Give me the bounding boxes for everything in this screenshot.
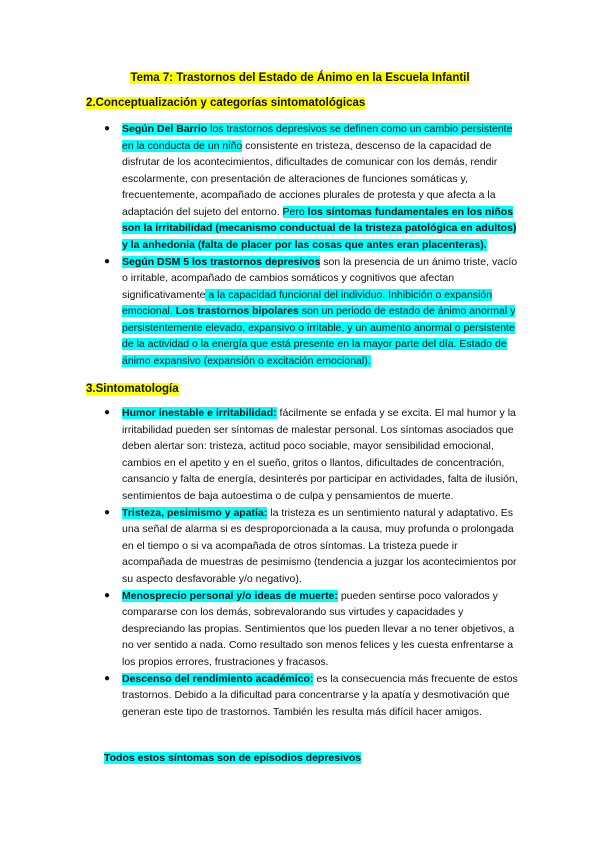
bullet-icon: ● — [104, 123, 111, 134]
item-lead: Menosprecio personal y/o ideas de muerte: — [122, 589, 338, 602]
section-2-heading — [86, 95, 365, 111]
item-text: consistente en tristeza, descenso de la capacidad de disfrutar de los acontecimientos, dificultades de comunicar con los demás, rendir escolarmente, con presentación de alteraciones de funciones somáticas y, frecuentemente, acompañado de acciones plurales de protesta y que afecta a la adaptación del sujeto del entorno. — [122, 139, 498, 218]
item-lead: Según Del Barrio — [122, 123, 208, 135]
list-item — [104, 671, 520, 721]
item-emphasis: los síntomas fundamentales en los niños son la irritabilidad (mecanismo conductual de la tristeza patológica en adultos) y la anhedonia (falta de placer por las cosas que antes eran placenteras). — [122, 205, 517, 251]
bullet-icon: ● — [104, 672, 111, 684]
section-2-list — [104, 121, 520, 370]
item-text: a la capacidad funcional del individuo. Inhibición o expansión emocional. — [122, 288, 493, 317]
closing-text: Todos estos síntomas son de episodios depresivos — [104, 752, 362, 764]
bullet-icon: ● — [104, 506, 111, 518]
item-lead: Descenso del rendimiento académico: — [122, 672, 314, 685]
section-3-list — [104, 405, 520, 721]
title-text: Tema 7: Trastornos del Estado de Ánimo en la Escuela Infantil — [130, 72, 470, 84]
item-text: fácilmente se enfada y se excita. El mal humor y la irritabilidad pueden ser síntomas de malestar personal. Los síntomas asociados que deben alertar son: tristeza, actitud poco sociable, mayor sensibilidad emocional, cambios en el apetito y en el sueño, gritos o llantos, dificultades de concentración, cansancio y falta de energía, desinterés por participar en actividades, falta de ilusión, sentimientos de baja autoestima o de culpa y pensamientos de muerte. — [122, 407, 518, 502]
section-3-heading-text: 3.Sintomatología — [86, 383, 179, 395]
item-lead: Tristeza, pesimismo y apatía: — [122, 506, 268, 519]
item-text: Pero — [282, 205, 308, 218]
bullet-icon: ● — [104, 255, 111, 267]
list-item — [104, 405, 520, 504]
bullet-icon: ● — [104, 407, 111, 418]
page-title — [0, 70, 600, 86]
item-lead: Humor inestable e irritabilidad: — [122, 407, 277, 419]
item-text: son un periodo de estado de ánimo anormal y persistentemente elevado, expansivo o irritable, y un aumento anormal o persistente de la actividad o la energía que está presente en la mayor parte del día. Estado de ánimo expansivo (expansión o excitación emocional). — [122, 305, 516, 367]
list-item — [104, 505, 520, 588]
bullet-icon: ● — [104, 589, 111, 601]
item-text: los trastornos depresivos se definen como un cambio persistente en la conducta de un niño — [122, 123, 513, 152]
item-lead: Según DSM 5 los trastornos depresivos — [122, 255, 321, 268]
list-item — [104, 254, 520, 370]
section-2-heading-text: 2.Conceptualización y categorías sintomatológicas — [86, 97, 366, 109]
item-text: la tristeza es un sentimiento natural y adaptativo. Es una señal de alarma si es desproporcionada a la causa, muy profunda o prolongada en el tiempo o si va acompañada de otros síntomas. La tristeza puede ir acompañada de muestras de pesimismo (tendencia a juzgar los acontecimientos por su aspecto desfavorable y/o negativo). — [122, 506, 517, 585]
list-item — [104, 121, 520, 253]
list-item — [104, 588, 520, 671]
item-text: pueden sentirse poco valorados y compararse con los demás, sobrevalorando sus virtudes y capacidades y despreciando las propias. Sentimientos que los pueden llevar a no tener objetivos, a no ver sentido a nada. Como resultado son menos felices y les cuesta enfrentarse a los propios errores, frustraciones y fracasos. — [122, 589, 515, 668]
section-3-heading — [86, 381, 179, 397]
closing-statement — [104, 750, 361, 766]
item-text: es la consecuencia más frecuente de estos trastornos. Debido a la dificultad para concentrarse y la apatía y desmotivación que generan este tipo de trastornos. También les resulta más difícil hacer amigos. — [122, 672, 518, 718]
item-text: son la presencia de un ánimo triste, vacío o irritable, acompañado de cambios somáticos y cognitivos que afectan significativamente — [122, 255, 518, 301]
item-emphasis: Los trastornos bipolares — [175, 305, 299, 317]
